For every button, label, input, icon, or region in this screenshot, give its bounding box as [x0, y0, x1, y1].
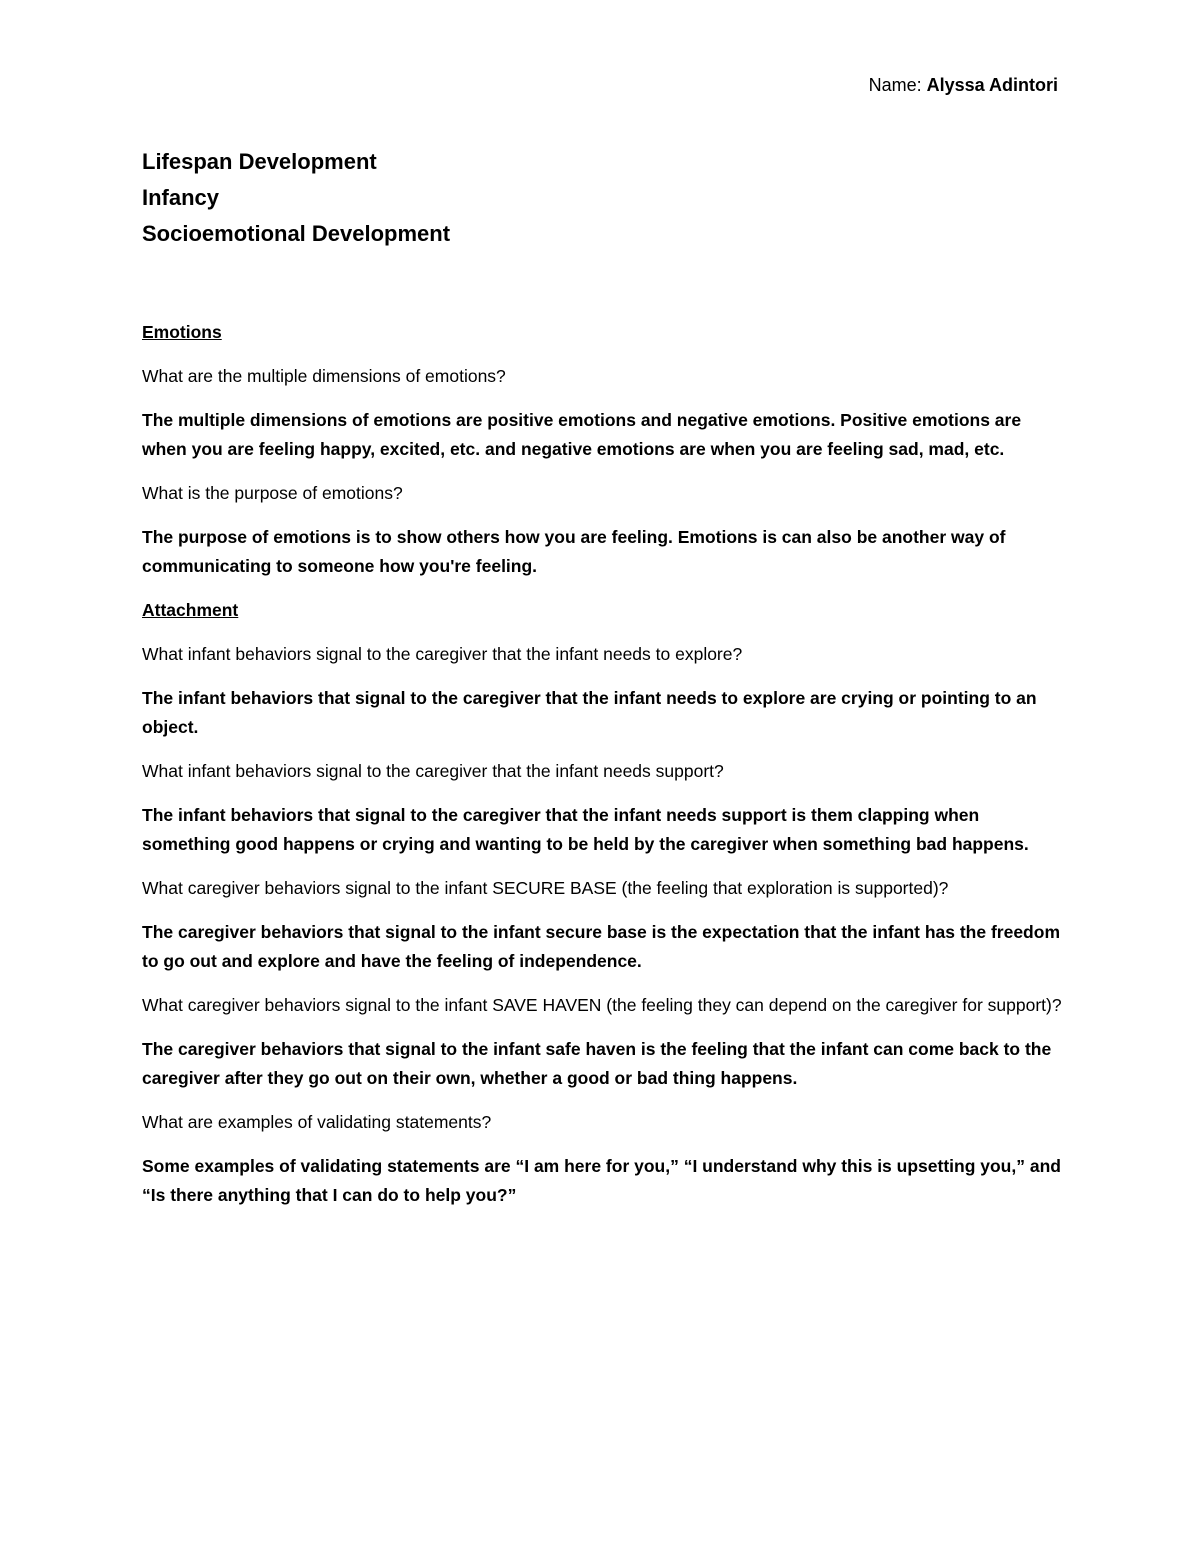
- question: What are the multiple dimensions of emotions?: [142, 366, 506, 386]
- answer: The caregiver behaviors that signal to the infant safe haven is the feeling that the infant can come back to the caregiver after they go out on their own, whether a good or bad thing happens.: [142, 1039, 1052, 1088]
- question: What infant behaviors signal to the caregiver that the infant needs support?: [142, 761, 724, 781]
- answer: The infant behaviors that signal to the caregiver that the infant needs support is them clapping when something good happens or crying and wanting to be held by the caregiver when something bad happens.: [142, 805, 1029, 854]
- document-body: [142, 318, 1062, 1225]
- document-titles: [142, 144, 450, 252]
- topic-title: Socioemotional Development: [142, 221, 451, 246]
- student-name-line: [869, 73, 1058, 97]
- question: What is the purpose of emotions?: [142, 483, 403, 503]
- student-name: Alyssa Adintori: [926, 75, 1058, 95]
- course-title: Lifespan Development: [142, 149, 377, 174]
- answer: Some examples of validating statements are “I am here for you,” “I understand why this is upsetting you,” and “Is there anything that I can do to help you?”: [142, 1156, 1061, 1205]
- question: What caregiver behaviors signal to the infant SECURE BASE (the feeling that exploration is supported)?: [142, 878, 949, 898]
- stage-title: Infancy: [142, 185, 220, 210]
- name-label: Name:: [868, 75, 927, 95]
- question: What caregiver behaviors signal to the infant SAVE HAVEN (the feeling they can depend on the caregiver for support)?: [142, 995, 1062, 1015]
- answer: The caregiver behaviors that signal to the infant secure base is the expectation that the infant has the freedom to go out and explore and have the feeling of independence.: [142, 922, 1060, 971]
- section-heading-emotions: Emotions: [142, 322, 222, 342]
- question: What are examples of validating statements?: [142, 1112, 492, 1132]
- section-heading-attachment: Attachment: [142, 600, 239, 620]
- answer: The infant behaviors that signal to the caregiver that the infant needs to explore are crying or pointing to an object.: [142, 688, 1037, 737]
- question: What infant behaviors signal to the caregiver that the infant needs to explore?: [142, 644, 743, 664]
- answer: The purpose of emotions is to show others how you are feeling. Emotions is can also be another way of communicating to someone how you're feeling.: [142, 527, 1006, 576]
- answer: The multiple dimensions of emotions are positive emotions and negative emotions. Positive emotions are when you are feeling happy, excited, etc. and negative emotions are when you are feeling sad, mad, etc.: [142, 410, 1022, 459]
